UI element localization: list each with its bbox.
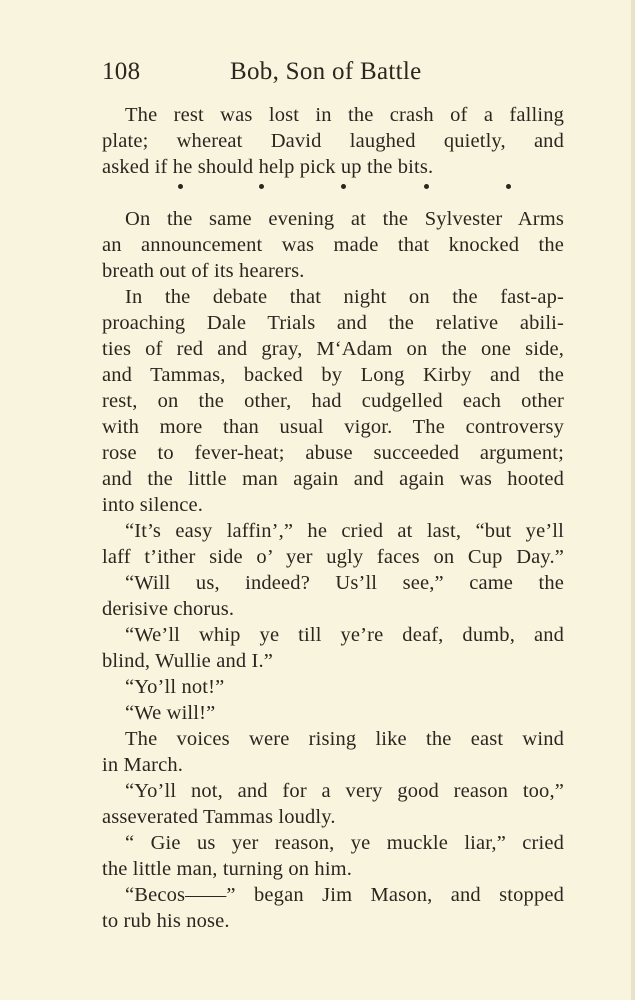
paragraph-4 — [102, 518, 564, 570]
paragraph-5-line-2: derisive chorus. — [102, 598, 235, 620]
paragraph-1 — [102, 102, 564, 180]
paragraph-7-line-1: “Yo’ll not!” — [125, 676, 225, 698]
paragraph-8-line-1: “We will!” — [125, 702, 216, 724]
paragraph-8 — [102, 700, 564, 726]
paragraph-2-line-1: On the same evening at the Sylvester Arms — [125, 208, 564, 230]
paragraph-3-line-1: In the debate that night on the fast-ap- — [125, 286, 564, 308]
section-break — [178, 180, 513, 192]
paragraph-7 — [102, 674, 564, 700]
paragraph-3-line-4: and Tammas, backed by Long Kirby and the — [102, 364, 564, 386]
paragraph-9-line-2: in March. — [102, 754, 184, 776]
paragraph-6-line-2: blind, Wullie and I.” — [102, 650, 274, 672]
paragraph-6 — [102, 622, 564, 674]
section-break-dot — [259, 184, 264, 189]
paragraph-4-line-2: laff t’ither side o’ yer ugly faces on Cup Day.” — [102, 546, 564, 568]
paragraph-4-line-1: “It’s easy laffin’,” he cried at last, “but ye’ll — [125, 520, 564, 542]
paragraph-5 — [102, 570, 564, 622]
paragraph-12-line-2: to rub his nose. — [102, 910, 230, 932]
running-title: Bob, Son of Battle — [230, 58, 422, 85]
paragraph-1-line-2: plate; whereat David laughed quietly, and — [102, 130, 564, 152]
paragraph-2 — [102, 206, 564, 284]
paragraph-10-line-2: asseverated Tammas loudly. — [102, 806, 336, 828]
paragraph-3 — [102, 284, 564, 518]
section-break-dot — [506, 184, 511, 189]
paragraph-3-line-2: proaching Dale Trials and the relative abili- — [102, 312, 564, 334]
section-break-dot — [341, 184, 346, 189]
paragraph-12 — [102, 882, 564, 934]
paragraph-10 — [102, 778, 564, 830]
paragraph-11-line-2: the little man, turning on him. — [102, 858, 353, 880]
paragraph-11 — [102, 830, 564, 882]
paragraph-1-line-1: The rest was lost in the crash of a falling — [125, 104, 564, 126]
paragraph-2-line-3: breath out of its hearers. — [102, 260, 305, 282]
section-break-dot — [178, 184, 183, 189]
paragraph-3-line-5: rest, on the other, had cudgelled each other — [102, 390, 564, 412]
paragraph-3-line-6: with more than usual vigor. The controversy — [102, 416, 564, 438]
paragraph-3-line-7: rose to fever-heat; abuse succeeded argument; — [102, 442, 564, 464]
paragraph-1-line-3: asked if he should help pick up the bits. — [102, 156, 434, 178]
paragraph-3-line-3: ties of red and gray, M‘Adam on the one side, — [102, 338, 564, 360]
paragraph-2-line-2: an announcement was made that knocked the — [102, 234, 564, 256]
page-header — [102, 54, 564, 90]
paragraph-3-line-8: and the little man again and again was hooted — [102, 468, 564, 490]
paragraph-9 — [102, 726, 564, 778]
section-break-dot — [424, 184, 429, 189]
page-number: 108 — [102, 58, 141, 85]
paragraph-3-line-9: into silence. — [102, 494, 204, 516]
paragraph-11-line-1: “ Gie us yer reason, ye muckle liar,” cried — [125, 832, 564, 854]
paragraph-12-line-1: “Becos——” began Jim Mason, and stopped — [125, 884, 564, 906]
paragraph-10-line-1: “Yo’ll not, and for a very good reason too,” — [125, 780, 564, 802]
paragraph-5-line-1: “Will us, indeed? Us’ll see,” came the — [125, 572, 564, 594]
paragraph-6-line-1: “We’ll whip ye till ye’re deaf, dumb, and — [125, 624, 564, 646]
paragraph-9-line-1: The voices were rising like the east wind — [125, 728, 564, 750]
page-edge-shadow — [631, 0, 635, 1000]
